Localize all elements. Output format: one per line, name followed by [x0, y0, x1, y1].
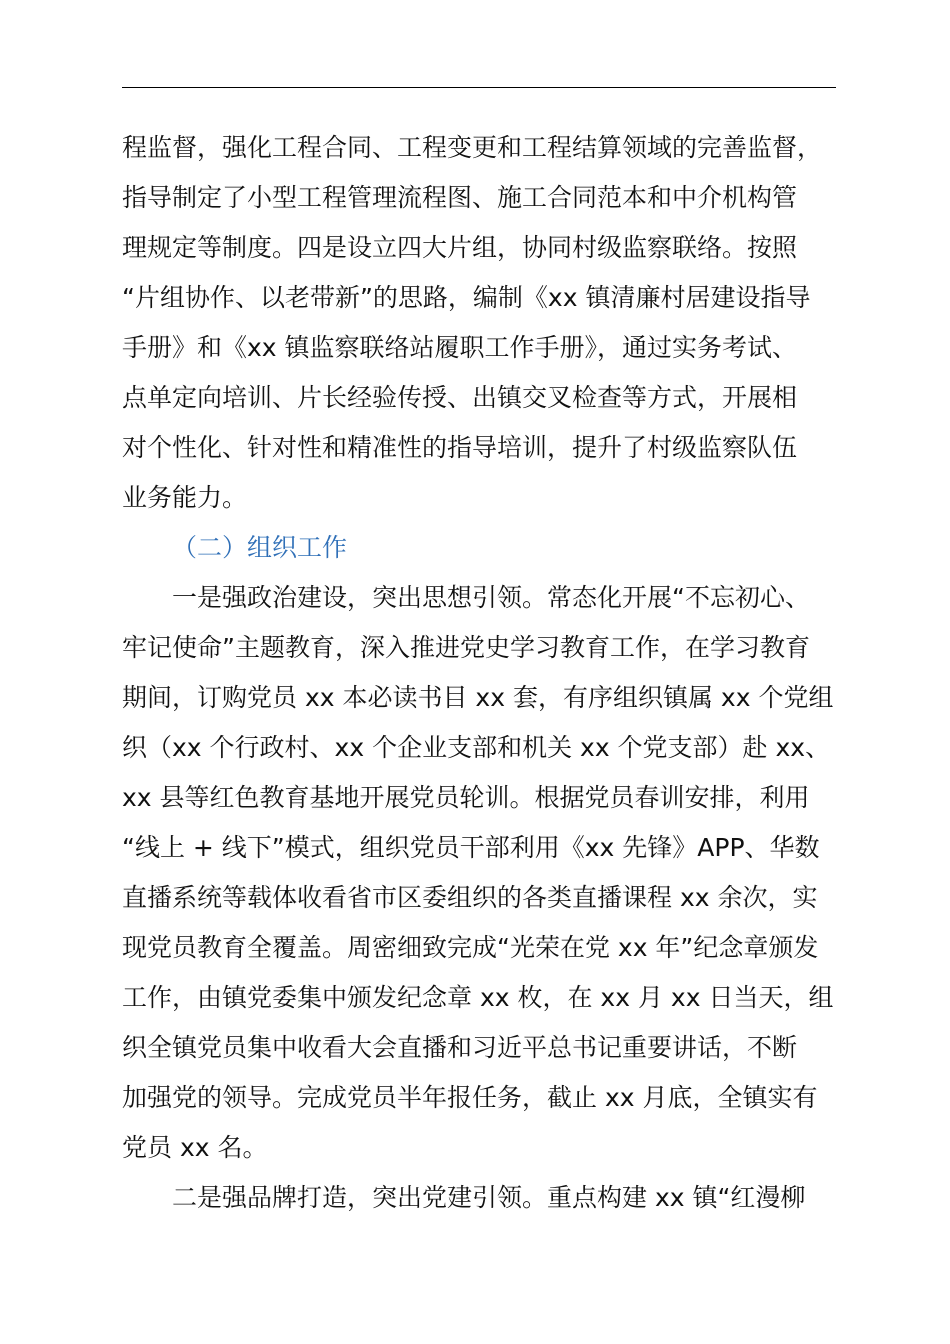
paragraph-line: 党员 xx 名。	[122, 1133, 268, 1162]
paragraph-line: 工作，由镇党委集中颁发纪念章 xx 枚，在 xx 月 xx 日当天，组	[122, 983, 834, 1012]
paragraph-line: 一是强政治建设，突出思想引领。常态化开展“不忘初心、	[172, 583, 810, 612]
paragraph-line: 直播系统等载体收看省市区委组织的各类直播课程 xx 余次，实	[122, 883, 818, 912]
paragraph-line: 现党员教育全覆盖。周密细致完成“光荣在党 xx 年”纪念章颁发	[122, 933, 819, 962]
paragraph-line: 业务能力。	[122, 483, 248, 512]
paragraph-line: 织全镇党员集中收看大会直播和习近平总书记重要讲话，不断	[122, 1033, 798, 1062]
paragraph-line: 理规定等制度。四是设立四大片组，协同村级监察联络。按照	[122, 233, 798, 262]
paragraph-line: “线上 + 线下”模式，组织党员干部利用《xx 先锋》APP、华数	[122, 833, 820, 862]
paragraph-line: 加强党的领导。完成党员半年报任务，截止 xx 月底，全镇实有	[122, 1083, 818, 1112]
paragraph-line: 点单定向培训、片长经验传授、出镇交叉检查等方式，开展相	[122, 383, 798, 412]
header-rule	[122, 87, 836, 88]
paragraph-line: 二是强品牌打造，突出党建引领。重点构建 xx 镇“红漫柳	[172, 1183, 806, 1212]
paragraph-line: 对个性化、针对性和精准性的指导培训，提升了村级监察队伍	[122, 433, 798, 462]
paragraph-line: 手册》和《xx 镇监察联络站履职工作手册》，通过实务考试、	[122, 333, 798, 362]
paragraph-line: xx 县等红色教育基地开展党员轮训。根据党员春训安排，利用	[122, 783, 810, 812]
paragraph-line: 程监督，强化工程合同、工程变更和工程结算领域的完善监督，	[122, 133, 823, 162]
paragraph-line: 织（xx 个行政村、xx 个企业支部和机关 xx 个党支部）赴 xx、	[122, 733, 831, 762]
paragraph-line: 指导制定了小型工程管理流程图、施工合同范本和中介机构管	[122, 183, 798, 212]
paragraph-line: “片组协作、以老带新”的思路，编制《xx 镇清廉村居建设指导	[122, 283, 811, 312]
paragraph-line: 期间，订购党员 xx 本必读书目 xx 套，有序组织镇属 xx 个党组	[122, 683, 834, 712]
section-heading: （二）组织工作	[172, 533, 348, 562]
paragraph-line: 牢记使命”主题教育，深入推进党史学习教育工作，在学习教育	[122, 633, 810, 662]
